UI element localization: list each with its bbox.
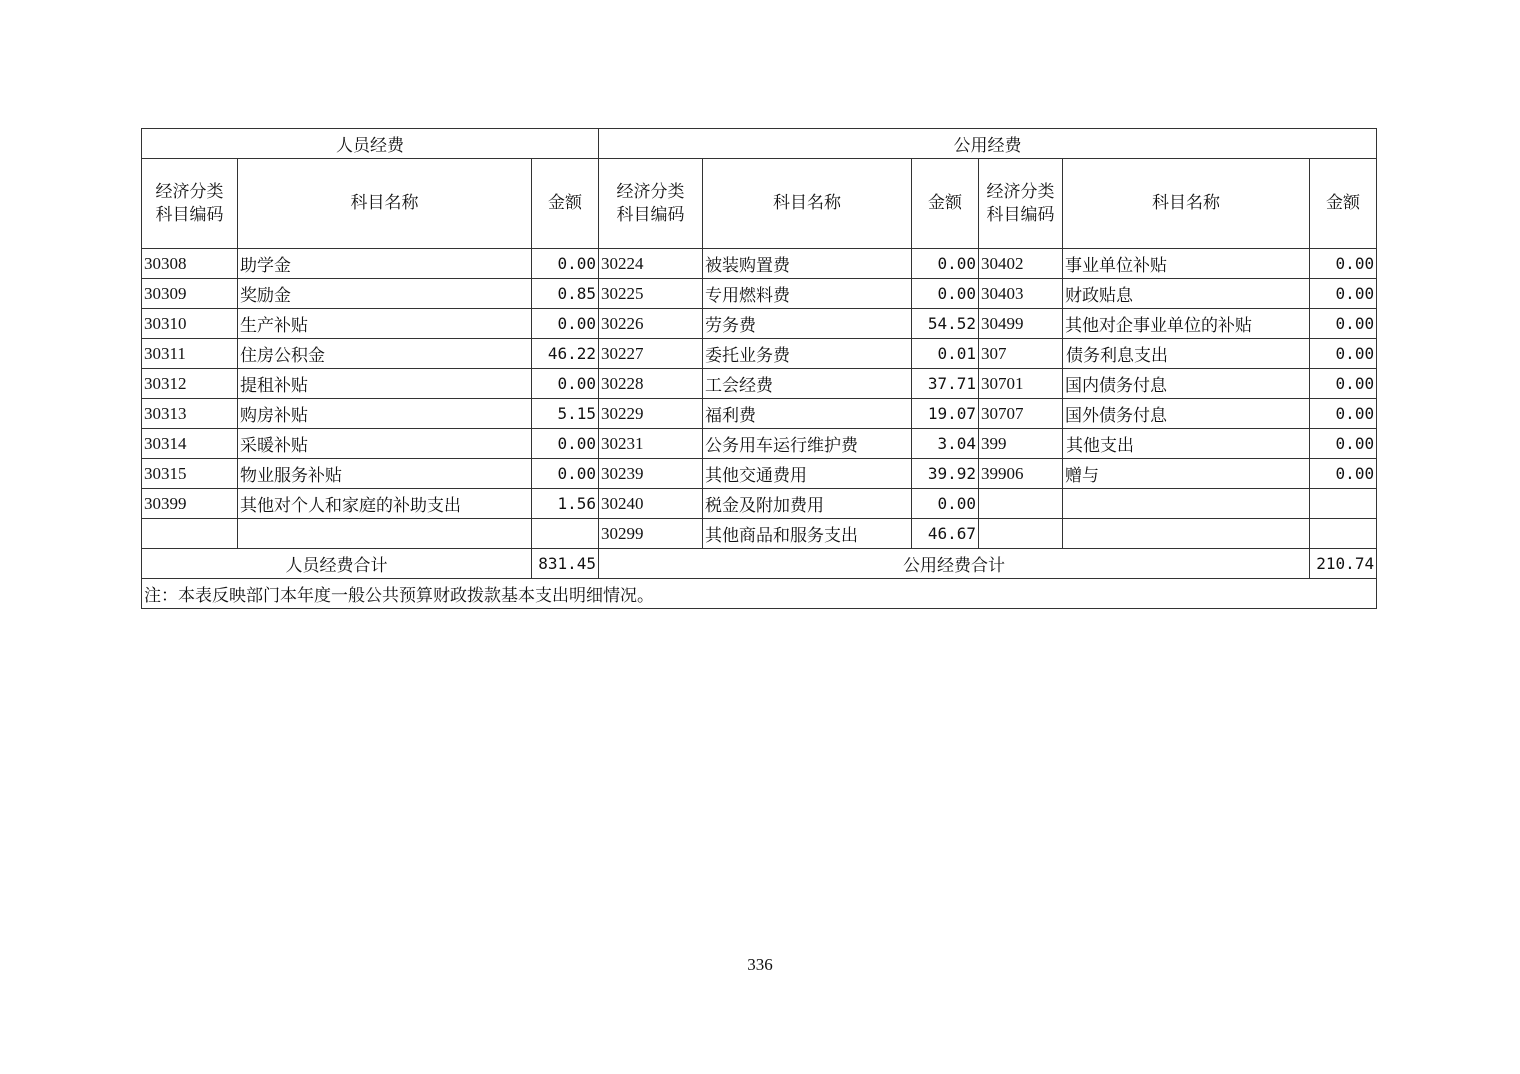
code-header: 经济分类 科目编码	[599, 159, 703, 249]
table-row	[142, 429, 1377, 459]
amount-cell: 0.00	[1310, 459, 1377, 489]
name-cell: 采暖补贴	[238, 429, 532, 459]
amount-cell: 19.07	[912, 399, 979, 429]
amount-cell: 0.00	[1310, 399, 1377, 429]
code-cell: 307	[979, 339, 1063, 369]
code-cell: 39906	[979, 459, 1063, 489]
code-cell: 30228	[599, 369, 703, 399]
name-header: 科目名称	[703, 159, 912, 249]
code-cell: 30227	[599, 339, 703, 369]
name-cell: 工会经费	[703, 369, 912, 399]
code-cell: 30402	[979, 249, 1063, 279]
amount-cell	[1310, 489, 1377, 519]
name-cell: 公务用车运行维护费	[703, 429, 912, 459]
code-cell: 30231	[599, 429, 703, 459]
code-cell: 30499	[979, 309, 1063, 339]
amount-cell: 0.00	[532, 369, 599, 399]
amount-cell: 0.00	[1310, 429, 1377, 459]
amount-cell: 54.52	[912, 309, 979, 339]
table-row	[142, 489, 1377, 519]
name-cell: 其他对企事业单位的补贴	[1063, 309, 1310, 339]
amount-cell: 0.00	[1310, 369, 1377, 399]
name-cell: 劳务费	[703, 309, 912, 339]
amount-cell: 3.04	[912, 429, 979, 459]
amount-cell: 0.00	[532, 459, 599, 489]
name-header: 科目名称	[238, 159, 532, 249]
amount-cell: 37.71	[912, 369, 979, 399]
amount-cell	[1310, 519, 1377, 549]
code-cell: 30225	[599, 279, 703, 309]
amount-cell: 0.01	[912, 339, 979, 369]
code-header: 经济分类 科目编码	[979, 159, 1063, 249]
table-row	[142, 399, 1377, 429]
amount-cell: 0.00	[1310, 309, 1377, 339]
column-header-row	[142, 159, 1377, 249]
name-cell: 购房补贴	[238, 399, 532, 429]
amount-cell: 46.22	[532, 339, 599, 369]
code-cell: 399	[979, 429, 1063, 459]
name-cell: 其他交通费用	[703, 459, 912, 489]
amount-cell: 5.15	[532, 399, 599, 429]
name-cell: 赠与	[1063, 459, 1310, 489]
code-cell: 30315	[142, 459, 238, 489]
personnel-total-label: 人员经费合计	[142, 549, 532, 579]
table-row	[142, 519, 1377, 549]
code-cell: 30312	[142, 369, 238, 399]
name-cell	[1063, 489, 1310, 519]
table-row	[142, 339, 1377, 369]
name-cell: 奖励金	[238, 279, 532, 309]
code-cell: 30229	[599, 399, 703, 429]
name-cell: 国外债务付息	[1063, 399, 1310, 429]
amount-cell	[532, 519, 599, 549]
amount-cell: 0.00	[1310, 339, 1377, 369]
amount-header: 金额	[912, 159, 979, 249]
code-cell: 30224	[599, 249, 703, 279]
name-cell: 助学金	[238, 249, 532, 279]
code-cell: 30313	[142, 399, 238, 429]
section-header-row	[142, 129, 1377, 159]
name-cell	[238, 519, 532, 549]
name-cell: 住房公积金	[238, 339, 532, 369]
public-total-label: 公用经费合计	[599, 549, 1310, 579]
amount-cell: 0.00	[532, 249, 599, 279]
amount-cell: 0.00	[912, 279, 979, 309]
code-cell: 30314	[142, 429, 238, 459]
name-cell: 委托业务费	[703, 339, 912, 369]
name-cell: 债务利息支出	[1063, 339, 1310, 369]
name-cell: 提租补贴	[238, 369, 532, 399]
name-cell	[1063, 519, 1310, 549]
amount-cell: 1.56	[532, 489, 599, 519]
code-cell	[979, 519, 1063, 549]
name-header: 科目名称	[1063, 159, 1310, 249]
name-cell: 其他对个人和家庭的补助支出	[238, 489, 532, 519]
name-cell: 其他支出	[1063, 429, 1310, 459]
table-row	[142, 279, 1377, 309]
amount-header: 金额	[532, 159, 599, 249]
code-cell: 30240	[599, 489, 703, 519]
name-cell: 生产补贴	[238, 309, 532, 339]
page-number: 336	[747, 955, 773, 974]
amount-cell: 0.00	[912, 489, 979, 519]
name-cell: 国内债务付息	[1063, 369, 1310, 399]
code-header: 经济分类 科目编码	[142, 159, 238, 249]
amount-cell: 46.67	[912, 519, 979, 549]
amount-cell: 0.85	[532, 279, 599, 309]
table-row	[142, 459, 1377, 489]
code-cell: 30399	[142, 489, 238, 519]
code-cell	[142, 519, 238, 549]
name-cell: 专用燃料费	[703, 279, 912, 309]
personnel-total-value: 831.45	[532, 549, 599, 579]
name-cell: 其他商品和服务支出	[703, 519, 912, 549]
table-note: 注：本表反映部门本年度一般公共预算财政拨款基本支出明细情况。	[142, 579, 1377, 609]
name-cell: 物业服务补贴	[238, 459, 532, 489]
code-cell: 30311	[142, 339, 238, 369]
code-cell: 30310	[142, 309, 238, 339]
name-cell: 事业单位补贴	[1063, 249, 1310, 279]
table-row	[142, 369, 1377, 399]
totals-row	[142, 549, 1377, 579]
section-personnel-header: 人员经费	[142, 129, 599, 159]
section-public-header: 公用经费	[599, 129, 1377, 159]
amount-cell: 0.00	[1310, 249, 1377, 279]
name-cell: 财政贴息	[1063, 279, 1310, 309]
amount-header: 金额	[1310, 159, 1377, 249]
note-row	[142, 579, 1377, 609]
amount-cell: 0.00	[532, 309, 599, 339]
budget-expenditure-table	[141, 128, 1377, 609]
code-cell	[979, 489, 1063, 519]
code-cell: 30403	[979, 279, 1063, 309]
amount-cell: 0.00	[1310, 279, 1377, 309]
name-cell: 被装购置费	[703, 249, 912, 279]
table-row	[142, 249, 1377, 279]
name-cell: 税金及附加费用	[703, 489, 912, 519]
code-cell: 30701	[979, 369, 1063, 399]
code-cell: 30309	[142, 279, 238, 309]
code-cell: 30299	[599, 519, 703, 549]
amount-cell: 0.00	[912, 249, 979, 279]
amount-cell: 39.92	[912, 459, 979, 489]
code-cell: 30226	[599, 309, 703, 339]
amount-cell: 0.00	[532, 429, 599, 459]
code-cell: 30308	[142, 249, 238, 279]
public-total-value: 210.74	[1310, 549, 1377, 579]
name-cell: 福利费	[703, 399, 912, 429]
code-cell: 30707	[979, 399, 1063, 429]
table-row	[142, 309, 1377, 339]
code-cell: 30239	[599, 459, 703, 489]
